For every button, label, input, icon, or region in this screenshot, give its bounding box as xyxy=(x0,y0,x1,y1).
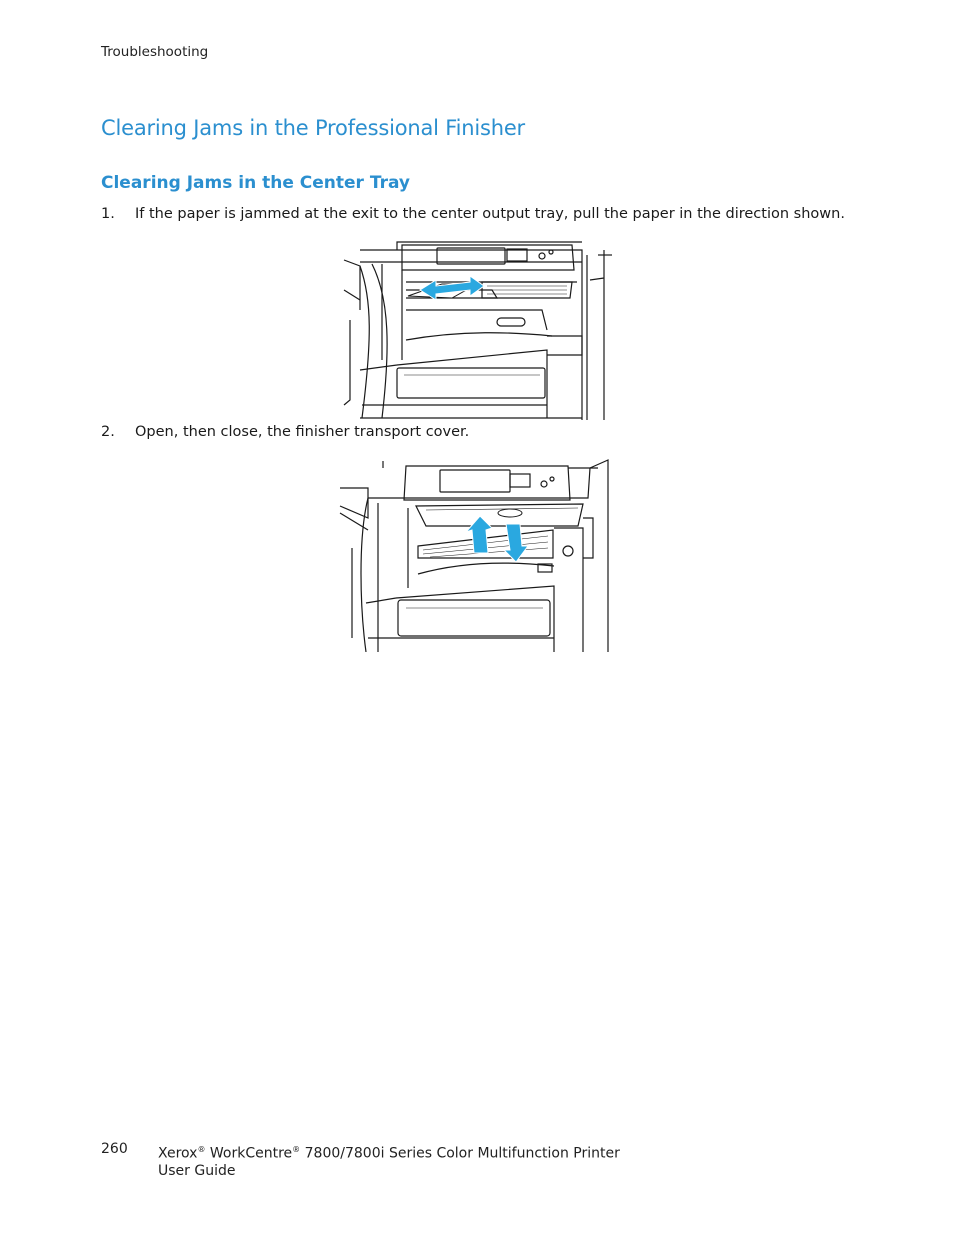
figure-2-svg xyxy=(338,458,618,652)
step-number: 1. xyxy=(101,206,115,222)
product-name: WorkCentre xyxy=(209,1145,293,1162)
running-header: Troubleshooting xyxy=(101,44,209,60)
registered-mark: ® xyxy=(197,1145,206,1154)
section-heading: Clearing Jams in the Professional Finisher xyxy=(101,116,525,140)
document-title xyxy=(158,1141,620,1180)
printer-transport-cover-open-close-illustration xyxy=(338,458,618,652)
page-number: 260 xyxy=(101,1141,128,1157)
step-number: 2. xyxy=(101,424,115,440)
step-2 xyxy=(101,424,469,440)
step-1 xyxy=(101,206,845,222)
product-line xyxy=(158,1141,620,1163)
figure-1-svg xyxy=(342,240,612,420)
step-text: If the paper is jammed at the exit to the center output tray, pull the paper in the direction shown. xyxy=(135,206,845,222)
brand-name: Xerox xyxy=(158,1145,198,1162)
subsection-heading: Clearing Jams in the Center Tray xyxy=(101,173,410,193)
printer-center-tray-pull-arrow-illustration xyxy=(342,240,612,420)
step-text: Open, then close, the finisher transport cover. xyxy=(135,424,470,440)
model-name: 7800/7800i Series Color Multifunction Printer xyxy=(304,1145,620,1162)
guide-name: User Guide xyxy=(158,1162,236,1179)
registered-mark: ® xyxy=(292,1145,301,1154)
